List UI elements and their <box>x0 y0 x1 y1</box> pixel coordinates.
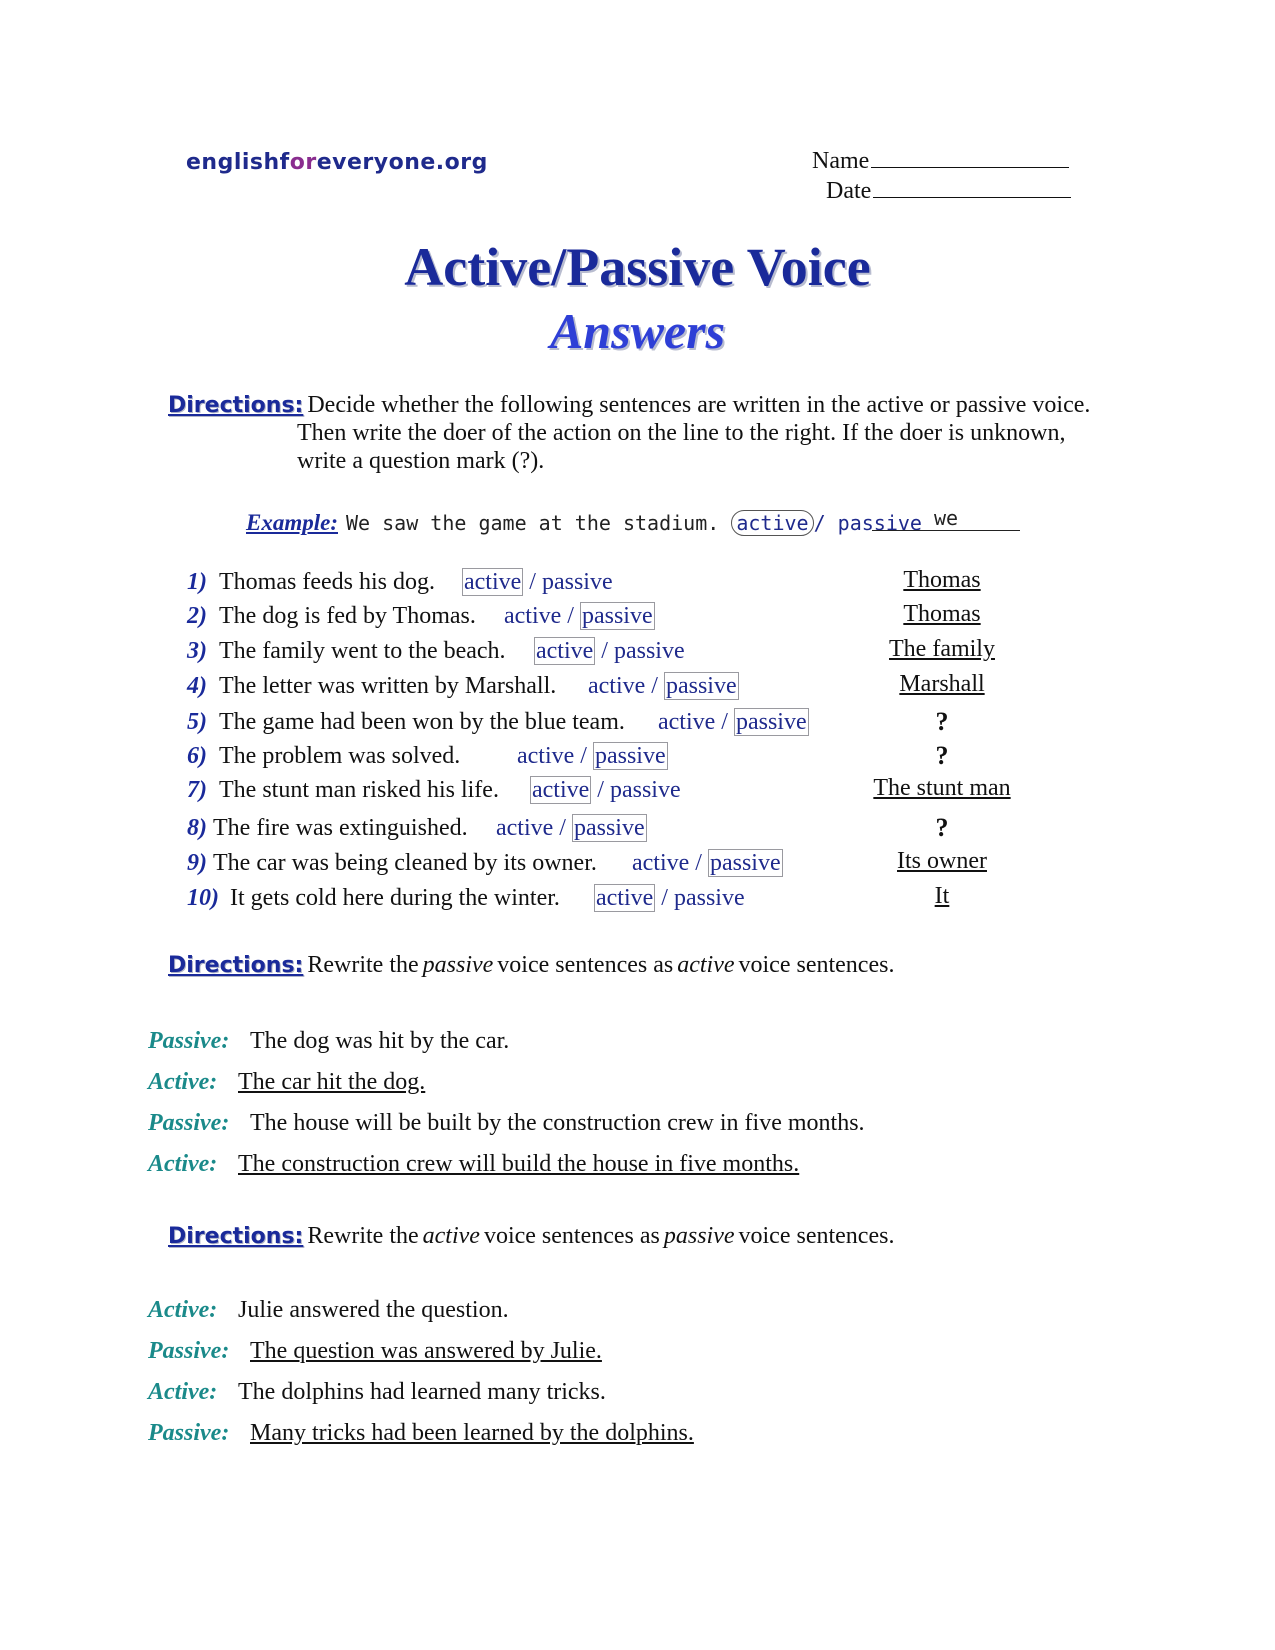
logo-text-3: everyone.org <box>316 150 488 175</box>
question-number: 6) <box>187 743 207 769</box>
directions-label: Directions: <box>168 1224 304 1249</box>
logo-text-2: or <box>289 150 317 175</box>
choice-active[interactable]: active <box>658 709 716 735</box>
choice-passive[interactable]: passive <box>594 743 666 769</box>
doer-answer: The family <box>889 636 995 662</box>
voice-label: Active: <box>148 1379 218 1405</box>
directions-text-post: voice sentences. <box>738 1223 895 1249</box>
question-sentence: The fire was extinguished. <box>213 815 468 841</box>
choice-group <box>496 815 647 842</box>
choice-separator: / <box>597 777 604 803</box>
example-answer: we <box>872 506 1020 531</box>
directions-line: Then write the doer of the action on the line to the right. If the doer is unknown, <box>297 420 1066 446</box>
directions-text-pre: Rewrite the <box>307 952 419 978</box>
voice-label: Active: <box>148 1069 218 1095</box>
choice-separator: / <box>721 709 728 735</box>
directions-label: Directions: <box>168 953 304 978</box>
directions-text-post: voice sentences. <box>738 952 895 978</box>
question-sentence: The problem was solved. <box>219 743 461 769</box>
voice-label: Passive: <box>148 1420 230 1446</box>
directions-block-2 <box>168 952 894 979</box>
choice-active[interactable]: active <box>536 638 594 664</box>
choice-group <box>588 673 739 700</box>
question-sentence: The car was being cleaned by its owner. <box>213 850 597 876</box>
directions-block-3 <box>168 1223 894 1250</box>
doer-answer: ? <box>935 813 949 842</box>
rewrite-prompt: The dolphins had learned many tricks. <box>238 1379 606 1405</box>
choice-active[interactable]: active <box>632 850 690 876</box>
directions-text-pre: Rewrite the <box>307 1223 419 1249</box>
choice-separator: / <box>580 743 587 769</box>
example-row <box>246 510 922 536</box>
question-sentence: It gets cold here during the winter. <box>230 885 560 911</box>
voice-label: Active: <box>148 1151 218 1177</box>
page-subtitle: Answers <box>549 303 726 359</box>
choice-active[interactable]: active <box>532 777 590 803</box>
question-number: 1) <box>187 569 207 595</box>
question-number: 10) <box>187 885 219 911</box>
rewrite-prompt: The house will be built by the construction crew in five months. <box>250 1110 865 1136</box>
choice-active[interactable]: active <box>588 673 646 699</box>
doer-answer: Marshall <box>899 671 985 697</box>
choice-passive[interactable]: passive <box>735 709 807 735</box>
choice-passive[interactable]: passive <box>613 638 685 664</box>
choice-group <box>594 885 745 912</box>
name-label: Name <box>812 148 870 174</box>
rewrite-answer: The question was answered by Julie. <box>250 1338 602 1364</box>
doer-answer: Thomas <box>903 601 981 627</box>
choice-active[interactable]: active <box>496 815 554 841</box>
choice-passive[interactable]: passive <box>581 603 653 629</box>
directions-text-mid: voice sentences as <box>497 952 674 978</box>
example-choice-passive: passive <box>837 511 922 535</box>
choice-active[interactable]: active <box>464 569 522 595</box>
directions-label: Directions: <box>168 393 304 418</box>
date-line <box>873 179 1071 198</box>
date-label: Date <box>826 178 872 204</box>
choice-separator: / <box>695 850 702 876</box>
question-sentence: The dog is fed by Thomas. <box>219 603 476 629</box>
voice-label: Passive: <box>148 1110 230 1136</box>
site-logo <box>186 150 488 175</box>
voice-label: Passive: <box>148 1338 230 1364</box>
rewrite-answer: The car hit the dog. <box>238 1069 426 1095</box>
choice-group <box>462 569 613 596</box>
choice-passive[interactable]: passive <box>573 815 645 841</box>
question-number: 7) <box>187 777 207 803</box>
choice-group <box>517 743 668 770</box>
choice-active[interactable]: active <box>517 743 575 769</box>
rewrite-prompt: Julie answered the question. <box>238 1297 509 1323</box>
doer-answer: Thomas <box>903 567 981 593</box>
directions-emphasis: passive <box>422 952 494 978</box>
doer-answer: ? <box>935 741 949 770</box>
voice-label: Passive: <box>148 1028 230 1054</box>
choice-group <box>658 709 809 736</box>
choice-passive[interactable]: passive <box>673 885 745 911</box>
choice-passive[interactable]: passive <box>709 850 781 876</box>
directions-emphasis: passive <box>663 1223 735 1249</box>
question-sentence: Thomas feeds his dog. <box>219 569 435 595</box>
choice-passive[interactable]: passive <box>665 673 737 699</box>
directions-line: Decide whether the following sentences are written in the active or passive voice. <box>307 392 1091 418</box>
question-number: 3) <box>187 638 207 664</box>
choice-separator: / <box>529 569 536 595</box>
doer-answer: Its owner <box>897 848 987 874</box>
question-sentence: The game had been won by the blue team. <box>219 709 625 735</box>
name-field <box>812 148 1069 175</box>
choice-active[interactable]: active <box>504 603 562 629</box>
example-sentence: We saw the game at the stadium. <box>346 511 720 535</box>
choice-group <box>530 777 681 804</box>
question-sentence: The family went to the beach. <box>219 638 506 664</box>
choice-group <box>632 850 783 877</box>
question-number: 4) <box>187 673 207 699</box>
choice-group <box>504 603 655 630</box>
example-choice-active: active <box>731 510 813 536</box>
directions-emphasis: active <box>422 1223 480 1249</box>
directions-text-mid: voice sentences as <box>483 1223 660 1249</box>
question-sentence: The letter was written by Marshall. <box>219 673 557 699</box>
logo-text-1: englishf <box>186 150 290 175</box>
question-number: 9) <box>187 850 207 876</box>
choice-group <box>534 638 685 665</box>
choice-active[interactable]: active <box>596 885 654 911</box>
rewrite-prompt: The dog was hit by the car. <box>250 1028 510 1054</box>
example-choice-separator: / <box>813 511 826 535</box>
rewrite-answer: Many tricks had been learned by the dolphins. <box>250 1420 694 1446</box>
choice-separator: / <box>567 603 574 629</box>
name-line <box>871 149 1069 168</box>
question-number: 2) <box>187 603 207 629</box>
doer-answer: ? <box>935 707 949 736</box>
voice-label: Active: <box>148 1297 218 1323</box>
rewrite-answer: The construction crew will build the house in five months. <box>238 1151 800 1177</box>
doer-answer: It <box>934 883 950 909</box>
doer-answer: The stunt man <box>873 775 1011 801</box>
choice-separator: / <box>601 638 608 664</box>
date-field <box>826 178 1071 205</box>
choice-separator: / <box>559 815 566 841</box>
choice-separator: / <box>651 673 658 699</box>
page-title: Active/Passive Voice <box>404 237 871 297</box>
directions-line: write a question mark (?). <box>297 448 545 474</box>
choice-separator: / <box>661 885 668 911</box>
question-number: 5) <box>187 709 207 735</box>
choice-passive[interactable]: passive <box>541 569 613 595</box>
choice-passive[interactable]: passive <box>609 777 681 803</box>
question-number: 8) <box>187 815 207 841</box>
directions-emphasis: active <box>677 952 735 978</box>
example-label: Example: <box>246 510 338 535</box>
question-sentence: The stunt man risked his life. <box>219 777 499 803</box>
